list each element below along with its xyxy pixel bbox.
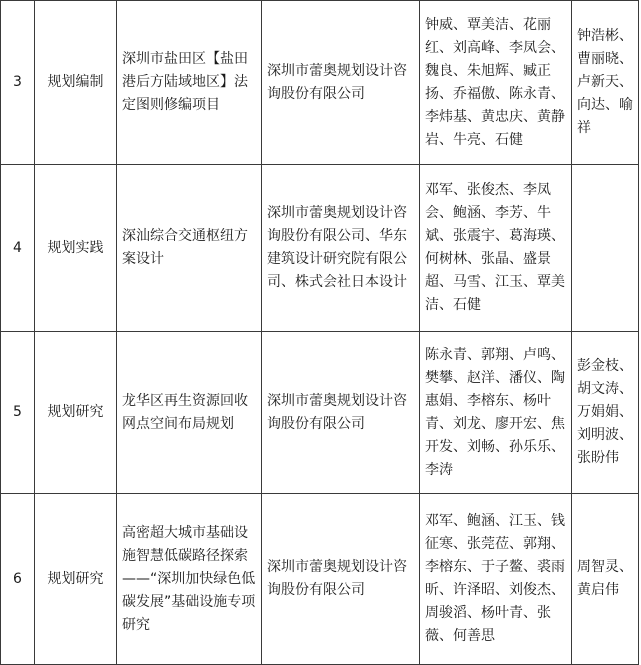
table-row (1, 494, 639, 665)
main-members: 陈永青、郭翔、卢鸣、樊攀、赵洋、潘仪、陶惠娟、李榕东、杨叶青、刘龙、廖开宏、焦开发、刘畅、孙乐乐、李涛 (420, 332, 572, 494)
main-members: 邓军、鲍涵、江玉、钱征寒、张莞莅、郭翔、李榕东、于子鳌、裘雨昕、许泽昭、刘俊杰、周骏滔、杨叶青、张薇、何善思 (420, 494, 572, 665)
table-row (1, 165, 639, 332)
project-name: 深圳市盐田区【盐田港后方陆域地区】法定图则修编项目 (117, 1, 262, 165)
other-members: 周智灵、黄启伟 (572, 494, 639, 665)
organization: 深圳市蕾奥规划设计咨询股份有限公司 (262, 332, 420, 494)
organization: 深圳市蕾奥规划设计咨询股份有限公司 (262, 1, 420, 165)
project-name: 深汕综合交通枢纽方案设计 (117, 165, 262, 332)
project-category: 规划编制 (35, 1, 117, 165)
row-number: 3 (1, 1, 35, 165)
organization: 深圳市蕾奥规划设计咨询股份有限公司 (262, 494, 420, 665)
other-members: 钟浩彬、曹丽晓、卢新天、向达、喻祥 (572, 1, 639, 165)
table-row (1, 332, 639, 494)
other-members: 彭金枝、胡文涛、万娟娟、刘明波、张盼伟 (572, 332, 639, 494)
main-members: 钟威、覃美洁、花丽红、刘高峰、李凤会、魏良、朱旭辉、臧正扬、乔福傲、陈永青、李炜基、黄忠庆、黄静岩、牛亮、石健 (420, 1, 572, 165)
row-number: 4 (1, 165, 35, 332)
project-category: 规划研究 (35, 494, 117, 665)
project-name: 高密超大城市基础设施智慧低碳路径探索——“深圳加快绿色低碳发展”基础设施专项研究 (117, 494, 262, 665)
other-members (572, 165, 639, 332)
row-number: 5 (1, 332, 35, 494)
project-name: 龙华区再生资源回收网点空间布局规划 (117, 332, 262, 494)
main-members: 邓军、张俊杰、李凤会、鲍涵、李芳、牛斌、张震宇、葛海瑛、何树林、张晶、盛景超、马雪、江玉、覃美洁、石健 (420, 165, 572, 332)
project-category: 规划研究 (35, 332, 117, 494)
organization: 深圳市蕾奥规划设计咨询股份有限公司、华东建筑设计研究院有限公司、株式会社日本设计 (262, 165, 420, 332)
table-row (1, 1, 639, 165)
project-category: 规划实践 (35, 165, 117, 332)
row-number: 6 (1, 494, 35, 665)
